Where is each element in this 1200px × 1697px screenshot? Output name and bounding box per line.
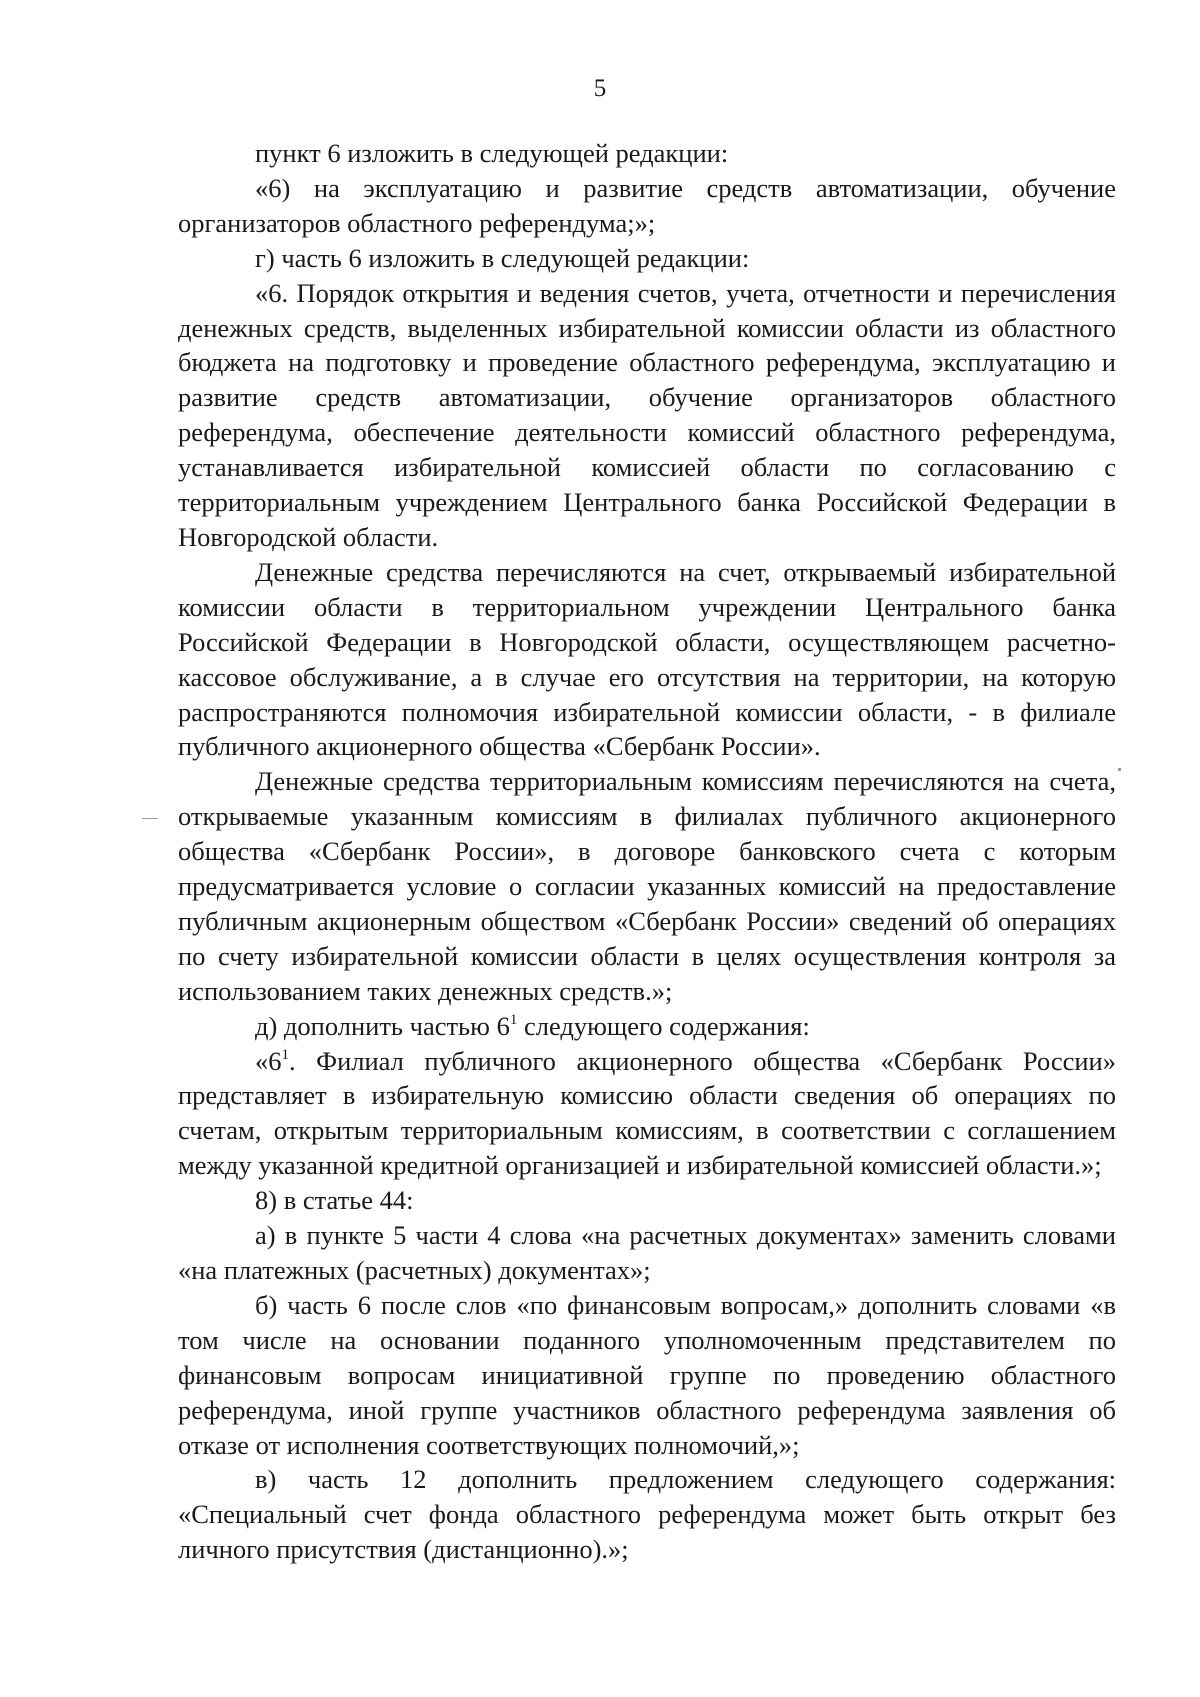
paragraph-territorial-commissions: Денежные средства территориальным комиссиям перечисляются на счета, открываемые указанным комиссиям в филиалах публичного акционерного общества «Сбербанк России», в договоре банковского счета с которым предусматривается условие о согласии указанных комиссий на предоставление публичным акционерным обществом «Сбербанк России» сведений об операциях по счету избирательной комиссии области в целях осуществления контроля за использованием таких денежных средств.»;	[178, 766, 1116, 1006]
superscript-part-6-1: 1	[281, 1046, 289, 1063]
paragraph-g: г) часть 6 изложить в следующей редакции:	[255, 242, 750, 273]
paragraph-part-6-1-rest: . Филиал публичного акционерного общества «Сбербанк России» представляет в избирательную комиссию области сведения об операциях по счетам, открытым территориальным комиссиям, в соответствии с соглашением между указанной кредитной организацией и избирательной комиссией области.»;	[178, 1045, 1116, 1181]
superscript-d: 1	[509, 1011, 518, 1028]
paragraph-d-text-end: следующего содержания:	[517, 1010, 810, 1041]
paragraph-part-6-1-start: «6	[255, 1045, 282, 1076]
paragraph-b: б) часть 6 после слов «по финансовым вопросам,» дополнить словами «в том числе на основании поданного уполномоченным представителем по финансовым вопросам инициативной группе по проведению областного референдума, иной группе участников областного референдума заявления об отказе от исполнения соответствующих полномочий,»;	[178, 1289, 1116, 1460]
scan-mark-left	[142, 818, 158, 819]
paragraph-v: в) часть 12 дополнить предложением следующего содержания: «Специальный счет фонда областного референдума может быть открыт без личного присутствия (дистанционно).»;	[178, 1464, 1116, 1565]
document-body	[178, 136, 1116, 1567]
paragraph-a: а) в пункте 5 части 4 слова «на расчетных документах» заменить словами «на платежных (расчетных) документах»;	[178, 1220, 1116, 1285]
paragraph-d-text-start: д) дополнить частью 6	[255, 1010, 510, 1041]
paragraph-punkt-6: пункт 6 изложить в следующей редакции:	[255, 138, 729, 168]
page-number: 5	[593, 75, 607, 102]
paragraph-quote-6: «6) на эксплуатацию и развитие средств автоматизации, обучение организаторов областного референдума;»;	[178, 172, 1116, 238]
paragraph-funds-transfer: Денежные средства перечисляются на счет, открываемый избирательной комиссии области в территориальном учреждении Центрального банка Российской Федерации в Новгородской области, осуществляющем расчетно-кассовое обслуживание, а в случае его отсутствия на территории, на которую распространяются полномочия избирательной комиссии области, - в филиале публичного акционерного общества «Сбербанк России».	[178, 556, 1116, 762]
paragraph-d	[178, 1009, 1116, 1044]
paragraph-part-6-1	[178, 1044, 1116, 1184]
paragraph-part-6-order: «6. Порядок открытия и ведения счетов, учета, отчетности и перечисления денежных средств, выделенных избирательной комиссии области из областного бюджета на подготовку и проведение областного референдума, эксплуатацию и развитие средств автоматизации, обучение организаторов областного референдума, обеспечение деятельности комиссий областного референдума, устанавливается избирательной комиссией области по согласованию с территориальным учреждением Центрального банка Российской Федерации в Новгородской области.	[178, 277, 1116, 552]
scan-mark-right	[1118, 768, 1121, 771]
paragraph-article-44: 8) в статье 44:	[255, 1185, 414, 1216]
